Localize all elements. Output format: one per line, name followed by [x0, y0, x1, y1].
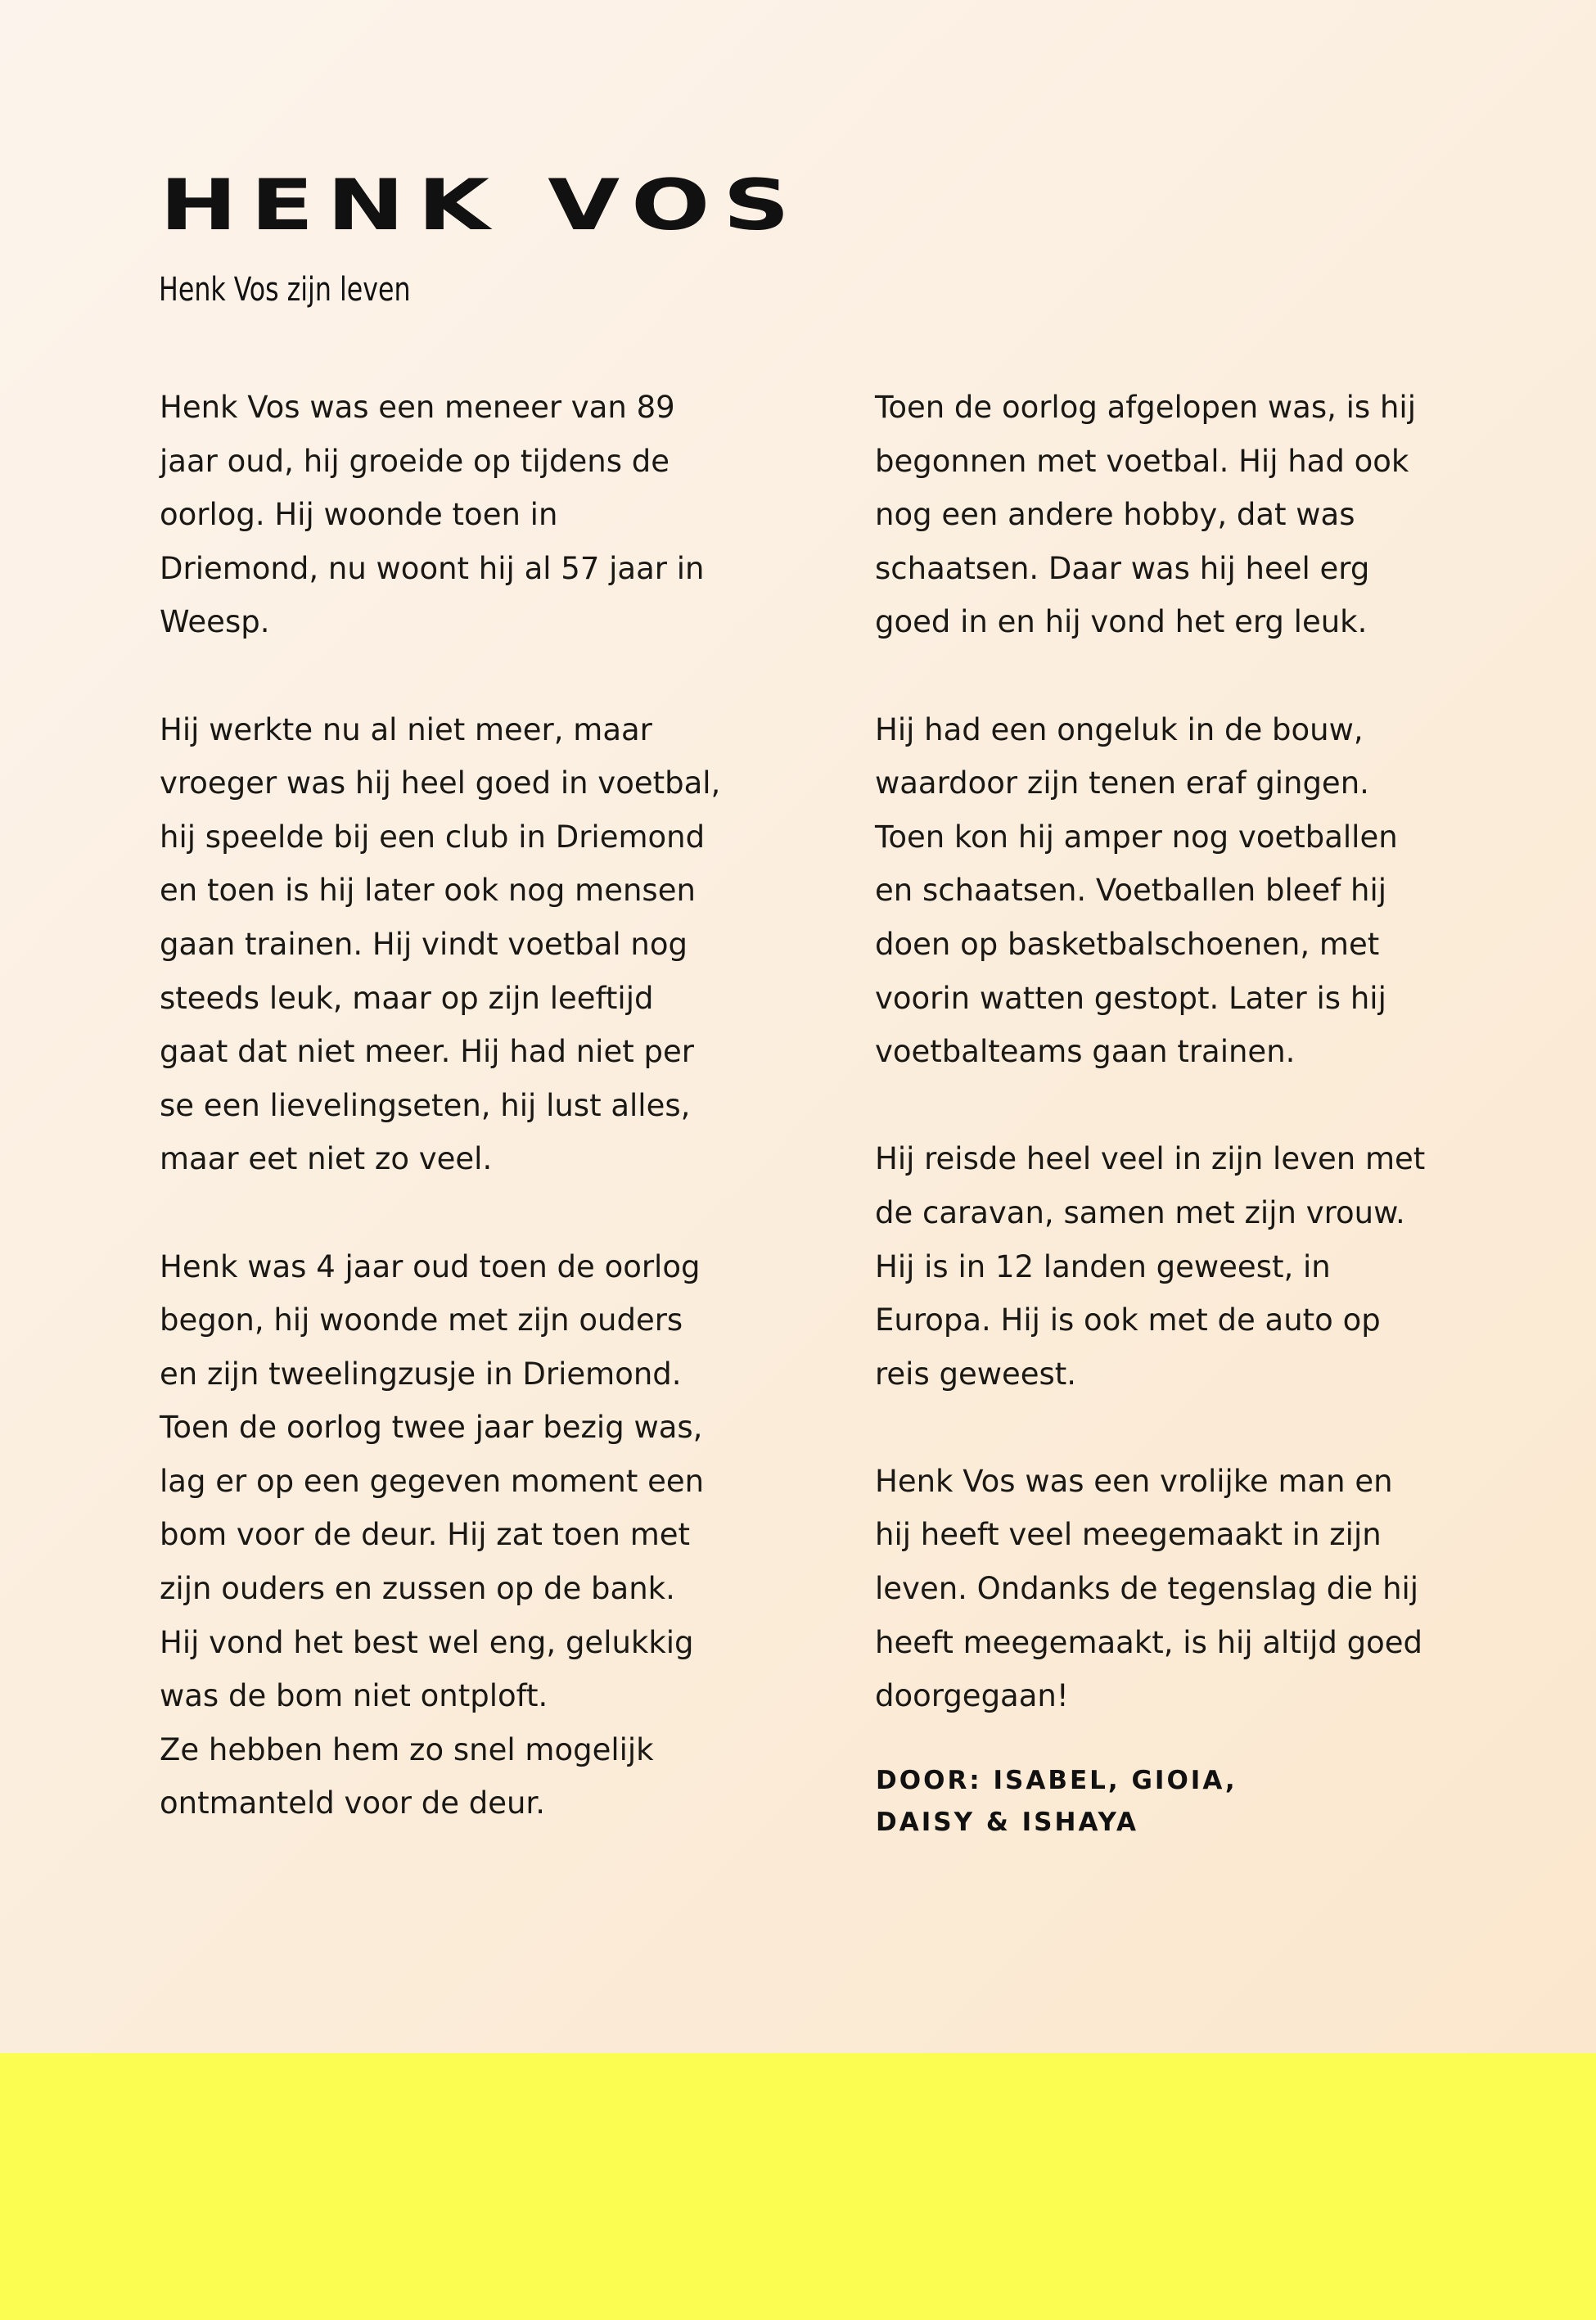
paragraph: Henk Vos was een vrolijke man en hij heeft veel meegemaakt in zijn leven. Ondanks de tegenslag die hij heeft meegemaakt, is hij altijd goed doorgegaan!: [875, 1463, 1423, 1714]
left-column: [160, 381, 749, 1830]
right-column: [875, 381, 1464, 1723]
footer-color-band: [0, 2053, 1596, 2320]
paragraph: Henk Vos was een meneer van 89 jaar oud, hij groeide op tijdens de oorlog. Hij woonde toen in Driemond, nu woont hij al 57 jaar in Weesp.: [160, 390, 705, 640]
paragraph: Hij werkte nu al niet meer, maar vroeger was hij heel goed in voetbal, hij speelde bij een club in Driemond en toen is hij later ook nog mensen gaan trainen. Hij vindt voetbal nog steeds leuk, maar op zijn leeftijd gaat dat niet meer. Hij had niet per se een lievelingseten, hij lust alles, maar eet niet zo veel.: [160, 711, 721, 1177]
paragraph: Hij had een ongeluk in de bouw, waardoor zijn tenen eraf gingen. Toen kon hij amper nog voetballen en schaatsen. Voetballen bleef hij doen op basketbalschoenen, met voorin watten gestopt. Later is hij voetbalteams gaan trainen.: [875, 711, 1398, 1070]
page-title: HENK VOS: [160, 165, 803, 246]
paragraph: Hij reisde heel veel in zijn leven met de caravan, samen met zijn vrouw. Hij is in 12 landen geweest, in Europa. Hij is ook met de auto op reis geweest.: [875, 1141, 1426, 1392]
page-subtitle: Henk Vos zijn leven: [159, 271, 411, 309]
paragraph: Toen de oorlog afgelopen was, is hij begonnen met voetbal. Hij had ook nog een andere hobby, dat was schaatsen. Daar was hij heel erg goed in en hij vond het erg leuk.: [875, 390, 1416, 640]
author-byline: DOOR: ISABEL, GIOIA, DAISY & ISHAYA: [876, 1766, 1238, 1837]
paragraph: Henk was 4 jaar oud toen de oorlog begon, hij woonde met zijn ouders en zijn tweelingzusje in Driemond. Toen de oorlog twee jaar bezig was, lag er op een gegeven moment een bom voor de deur. Hij zat toen met zijn ouders en zussen op de bank. Hij vond het best wel eng, gelukkig was de bom niet ontploft. Ze hebben hem zo snel mogelijk ontmanteld voor de deur.: [160, 1248, 705, 1821]
